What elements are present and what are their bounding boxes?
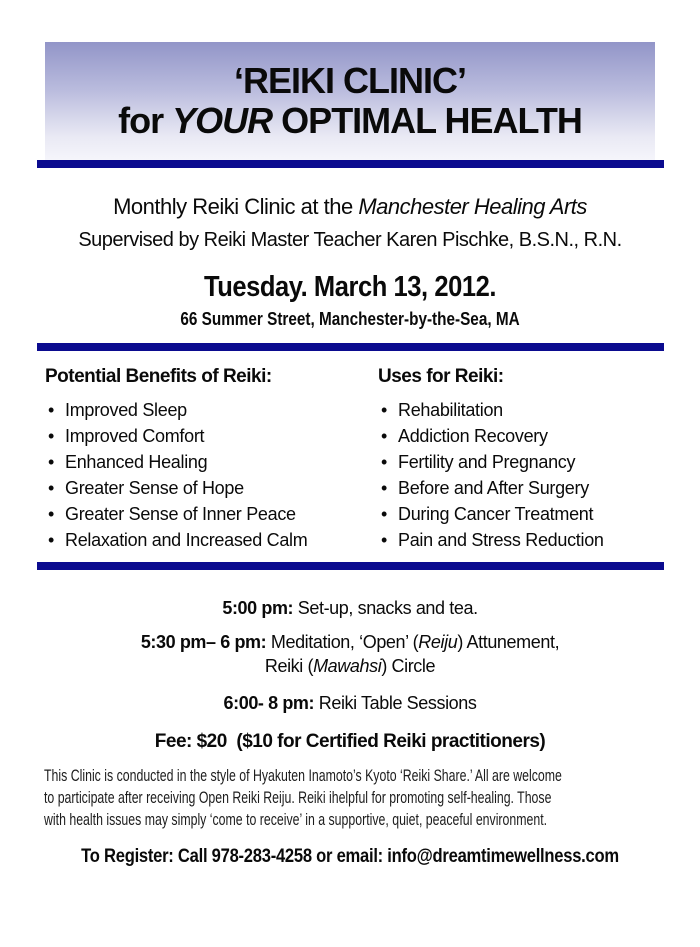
bullet-icon: •	[381, 426, 388, 446]
schedule-item-1-desc: Set-up, snacks and tea.	[293, 598, 478, 618]
note-line: with health issues may simply ‘come to receive’ in a supportive, quiet, peaceful environment.	[44, 811, 548, 829]
list-item	[45, 475, 378, 501]
list-item	[45, 397, 378, 423]
list-item	[45, 527, 378, 553]
title-line2-suffix: OPTIMAL HEALTH	[272, 100, 582, 141]
list-item	[45, 449, 378, 475]
schedule-item-3	[0, 691, 700, 715]
schedule-item-2-line2-a: Reiki (	[264, 656, 314, 676]
schedule-section	[0, 596, 700, 755]
list-item	[45, 423, 378, 449]
intro-line1	[0, 194, 700, 220]
intro-line1-prefix: Monthly Reiki Clinic at the	[113, 194, 359, 219]
intro-line1-venue: Manchester Healing Arts	[358, 194, 587, 219]
benefits-heading: Potential Benefits of Reiki:	[45, 366, 272, 387]
list-item-label: Before and After Surgery	[398, 478, 589, 498]
divider-bar-bottom	[37, 562, 664, 570]
bullet-icon: •	[48, 530, 55, 550]
intro-section	[0, 194, 700, 330]
divider-bar-top	[37, 343, 664, 351]
uses-heading: Uses for Reiki:	[378, 366, 504, 387]
uses-column	[378, 365, 655, 553]
schedule-item-3-desc: Reiki Table Sessions	[314, 693, 477, 713]
list-item-label: Enhanced Healing	[65, 452, 208, 472]
event-date: Tuesday. March 13, 2012.	[203, 271, 497, 303]
reiki-clinic-flyer	[0, 42, 700, 947]
note-line: to participate after receiving Open Reiki Reiju. Reiki ihelpful for promoting self-healing. Those	[44, 789, 552, 807]
benefits-uses-columns	[45, 365, 655, 553]
schedule-item-3-time: 6:00- 8 pm:	[223, 693, 315, 713]
list-item-label: Addiction Recovery	[398, 426, 548, 446]
bullet-icon: •	[48, 478, 55, 498]
schedule-item-2	[0, 630, 700, 654]
schedule-item-2-desc-a: Meditation, ‘Open’ (	[266, 632, 419, 652]
schedule-item-2-line2	[0, 654, 700, 678]
schedule-item-1-time: 5:00 pm:	[222, 598, 294, 618]
list-item	[378, 449, 655, 475]
flyer-page	[0, 42, 700, 947]
intro-line2: Supervised by Reiki Master Teacher Karen Pischke, B.S.N., R.N.	[78, 229, 622, 251]
bullet-icon: •	[48, 504, 55, 524]
list-item-label: Relaxation and Increased Calm	[65, 530, 308, 550]
event-address: 66 Summer Street, Manchester-by-the-Sea, MA	[180, 309, 520, 329]
schedule-item-1	[0, 596, 700, 620]
header-banner	[45, 42, 655, 160]
bullet-icon: •	[381, 530, 388, 550]
note-line: This Clinic is conducted in the style of Hyakuten Inamoto’s Kyoto ‘Reiki Share.’ All are welcome	[44, 767, 562, 785]
title-line2-your: YOUR	[172, 100, 273, 141]
schedule-item-2-line2-b: ) Circle	[381, 656, 436, 676]
fee-line: Fee: $20 ($10 for Certified Reiki practitioners)	[154, 731, 546, 752]
bullet-icon: •	[48, 452, 55, 472]
list-item-label: Greater Sense of Hope	[65, 478, 244, 498]
flyer-title-line1: ‘REIKI CLINIC’	[233, 59, 466, 101]
list-item	[45, 501, 378, 527]
uses-list	[378, 397, 655, 553]
schedule-item-2-reiju: Reiju	[418, 632, 458, 652]
list-item	[378, 475, 655, 501]
bullet-icon: •	[381, 400, 388, 420]
list-item	[378, 423, 655, 449]
flyer-title-line2	[118, 101, 582, 141]
bullet-icon: •	[381, 478, 388, 498]
benefits-column	[45, 365, 378, 553]
schedule-item-2-time: 5:30 pm– 6 pm:	[140, 632, 267, 652]
bullet-icon: •	[48, 400, 55, 420]
schedule-item-2-desc-b: ) Attunement,	[457, 632, 560, 652]
register-line: To Register: Call 978-283-4258 or email: info@dreamtimewellness.com	[81, 845, 619, 867]
list-item-label: Fertility and Pregnancy	[398, 452, 576, 472]
bullet-icon: •	[381, 504, 388, 524]
divider-bar-header	[37, 160, 664, 168]
list-item-label: Greater Sense of Inner Peace	[65, 504, 296, 524]
bullet-icon: •	[381, 452, 388, 472]
list-item-label: Rehabilitation	[398, 400, 503, 420]
list-item-label: Improved Sleep	[65, 400, 187, 420]
list-item-label: Pain and Stress Reduction	[398, 530, 604, 550]
title-line2-prefix: for	[118, 100, 173, 141]
clinic-note	[44, 765, 657, 831]
schedule-item-2-mawahsi: Mawahsi	[313, 656, 382, 676]
bullet-icon: •	[48, 426, 55, 446]
list-item	[378, 527, 655, 553]
list-item-label: During Cancer Treatment	[398, 504, 594, 524]
list-item-label: Improved Comfort	[65, 426, 205, 446]
list-item	[378, 501, 655, 527]
list-item	[378, 397, 655, 423]
benefits-list	[45, 397, 378, 553]
